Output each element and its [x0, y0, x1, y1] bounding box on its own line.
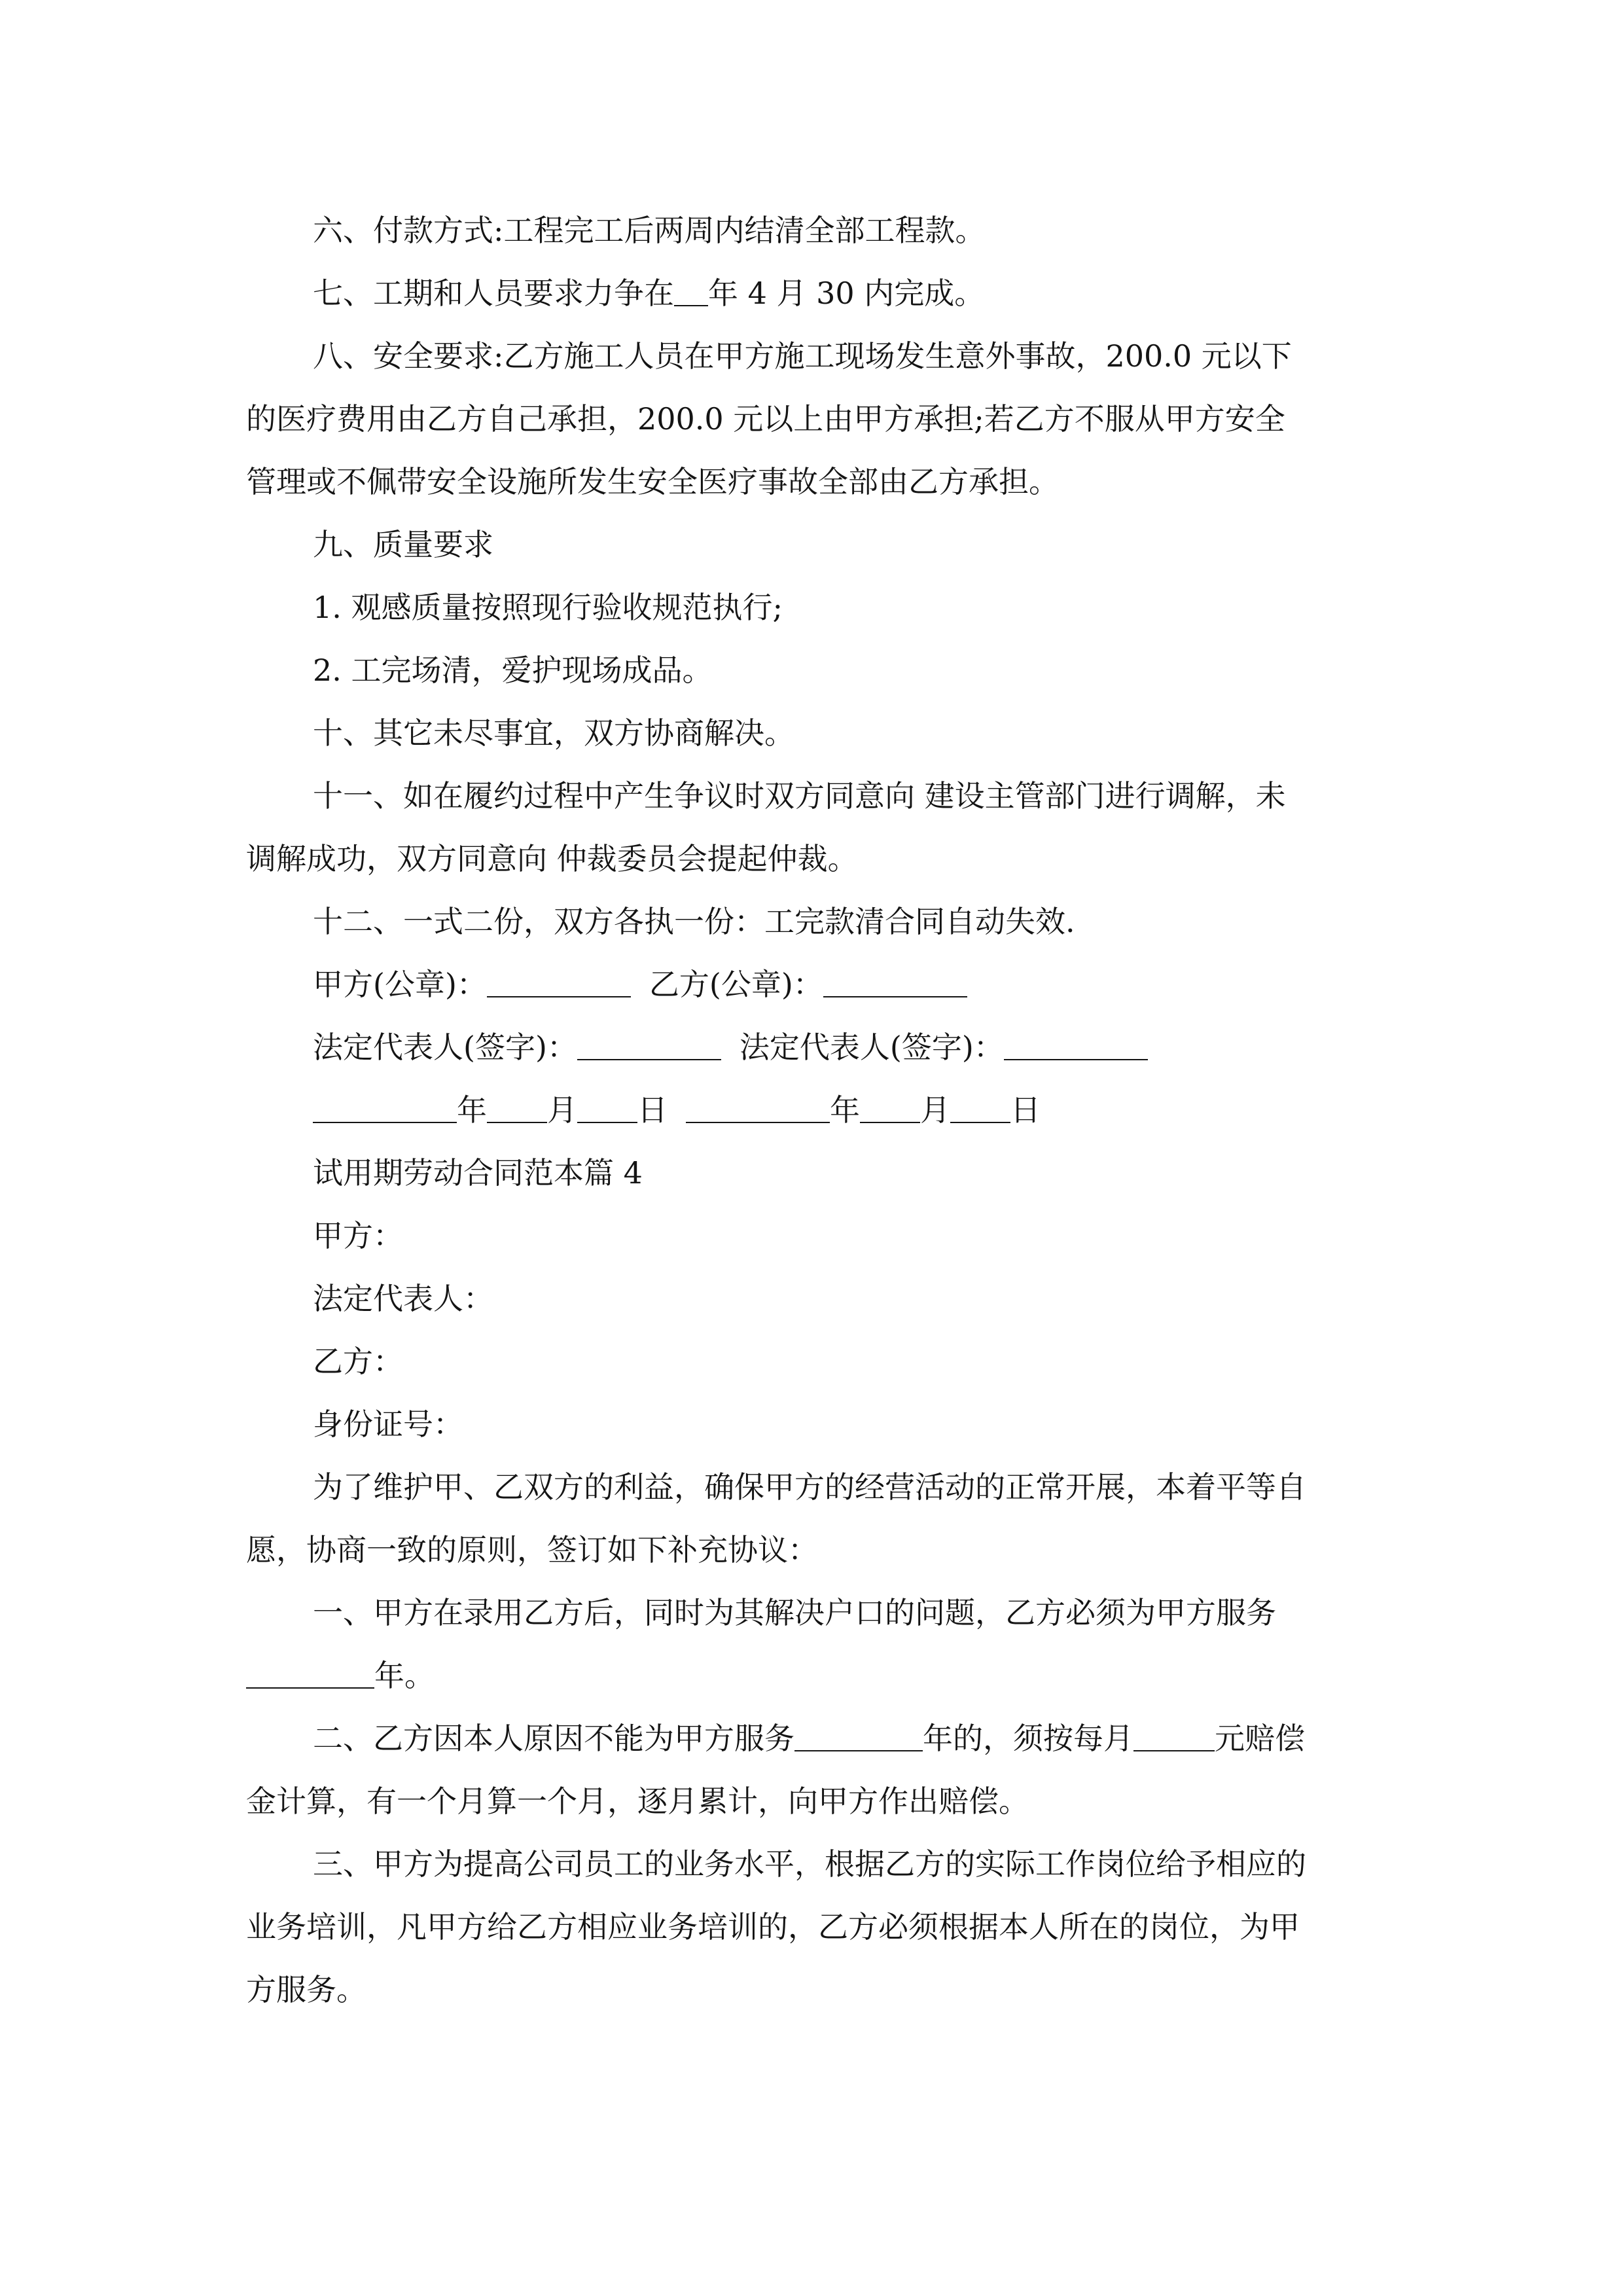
party-b-seal-blank	[823, 970, 967, 997]
clause-9-heading: 九、质量要求	[313, 527, 493, 562]
clause-8-line-2: 的医疗费用由乙方自己承担，200.0 元以上由甲方承担;若乙方不服从甲方安全	[246, 401, 1285, 437]
year-blank	[674, 279, 708, 306]
party-a-signature-blank	[577, 1033, 721, 1060]
legal-rep-label: 法定代表人：	[313, 1281, 493, 1316]
date-line: 年 月 日 年 月 日	[313, 1090, 1041, 1130]
clause-11-line-1: 十一、如在履约过程中产生争议时双方同意向 建设主管部门进行调解，未	[313, 778, 1286, 814]
agreement-3-line-2: 业务培训，凡甲方给乙方相应业务培训的，乙方必须根据本人所在的岗位，为甲	[246, 1909, 1300, 1945]
section-title: 试用期劳动合同范本篇 4	[313, 1155, 643, 1191]
service-years-blank	[246, 1661, 374, 1689]
clause-8-line-3: 管理或不佩带安全设施所发生安全医疗事故全部由乙方承担。	[246, 464, 1059, 499]
signature-line: 法定代表人(签字)： 法定代表人(签字)：	[313, 1028, 1148, 1067]
clause-10: 十、其它未尽事宜，双方协商解决。	[313, 715, 794, 751]
clause-11-line-2: 调解成功，双方同意向 仲裁委员会提起仲裁。	[246, 841, 858, 876]
clause-6-payment: 六、付款方式:工程完工后两周内结清全部工程款。	[313, 213, 986, 248]
id-number-label: 身份证号：	[313, 1407, 463, 1442]
clause-9-item-2: 2. 工完场清，爱护现场成品。	[313, 653, 713, 688]
years-blank	[794, 1724, 923, 1751]
date-a-month-blank	[487, 1096, 547, 1123]
agreement-1-line-2: 年。	[246, 1656, 435, 1695]
preamble-line-2: 愿，协商一致的原则，签订如下补充协议：	[246, 1532, 818, 1568]
date-a-day-blank	[577, 1096, 637, 1123]
party-b-label: 乙方：	[313, 1344, 403, 1379]
date-b-year-blank	[686, 1096, 830, 1123]
agreement-2-line-1: 二、乙方因本人原因不能为甲方服务 年的，须按每月 元赔偿	[313, 1721, 1305, 1756]
clause-8-line-1: 八、安全要求:乙方施工人员在甲方施工现场发生意外事故，200.0 元以下	[313, 338, 1292, 374]
clause-9-item-1: 1. 观感质量按照现行验收规范执行;	[313, 590, 783, 625]
party-b-signature-blank	[1004, 1033, 1148, 1060]
date-b-day-blank	[950, 1096, 1010, 1123]
preamble-line-1: 为了维护甲、乙双方的利益，确保甲方的经营活动的正常开展，本着平等自	[313, 1469, 1306, 1505]
seal-line: 甲方(公章)： 乙方(公章)：	[313, 965, 967, 1004]
clause-7-schedule: 七、工期和人员要求力争在 年 4 月 30 内完成。	[313, 276, 985, 311]
agreement-3-line-1: 三、甲方为提高公司员工的业务水平，根据乙方的实际工作岗位给予相应的	[313, 1846, 1306, 1882]
agreement-1-line-1: 一、甲方在录用乙方后，同时为其解决户口的问题，乙方必须为甲方服务	[313, 1595, 1276, 1630]
clause-12: 十二、一式二份，双方各执一份：工完款清合同自动失效.	[313, 904, 1075, 939]
agreement-3-line-3: 方服务。	[246, 1972, 366, 2007]
date-b-month-blank	[860, 1096, 920, 1123]
party-a-label: 甲方：	[313, 1218, 403, 1253]
agreement-2-line-2: 金计算，有一个月算一个月，逐月累计，向甲方作出赔偿。	[246, 1784, 1029, 1819]
date-a-year-blank	[313, 1096, 457, 1123]
party-a-seal-blank	[487, 970, 631, 997]
compensation-blank	[1133, 1724, 1215, 1751]
